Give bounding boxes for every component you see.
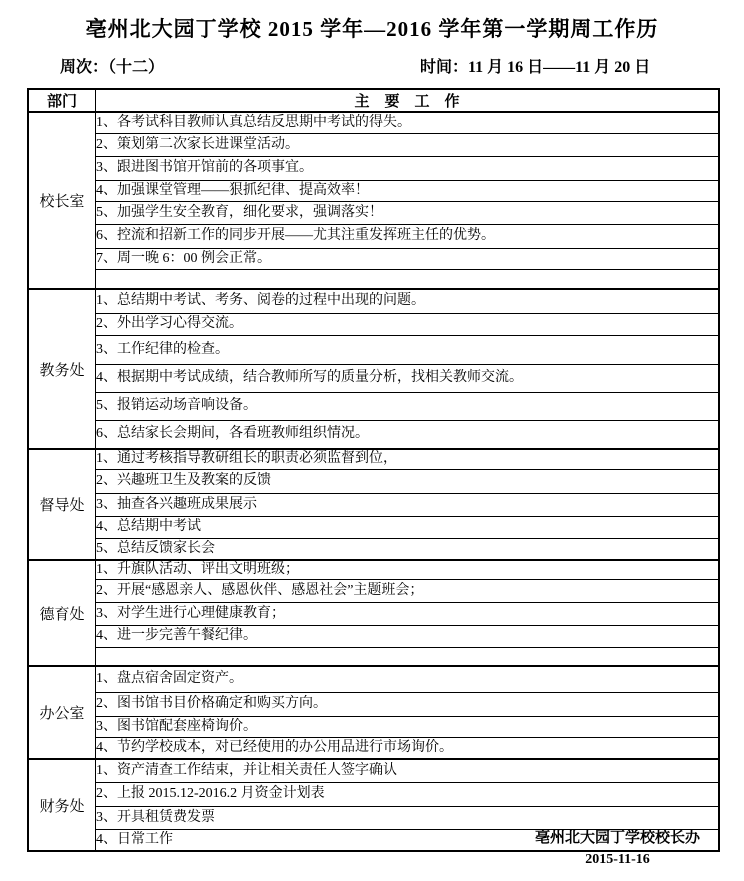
work-item-text: 1、各考试科目教师认真总结反思期中考试的得失。 bbox=[96, 112, 720, 134]
work-item-row bbox=[28, 134, 719, 157]
department-cell: 财务处 bbox=[28, 759, 96, 851]
work-item-text: 2、兴趣班卫生及教案的反馈 bbox=[96, 470, 720, 494]
department-cell: 德育处 bbox=[28, 560, 96, 666]
meta-row bbox=[0, 54, 744, 80]
work-item-text: 4、日常工作 bbox=[96, 830, 720, 852]
work-item-row bbox=[28, 517, 719, 539]
work-item-text: 5、加强学生安全教育，细化要求，强调落实！ bbox=[96, 202, 720, 225]
weekly-work-table bbox=[27, 88, 720, 852]
work-item-row bbox=[28, 421, 719, 450]
work-item-row bbox=[28, 693, 719, 717]
work-item-text: 3、工作纪律的检查。 bbox=[96, 336, 720, 365]
work-item-text: 6、总结家长会期间，各看班教师组织情况。 bbox=[96, 421, 720, 450]
work-item-text: 4、加强课堂管理——狠抓纪律、提高效率！ bbox=[96, 181, 720, 202]
work-item-row bbox=[28, 470, 719, 494]
department-cell: 督导处 bbox=[28, 449, 96, 560]
work-item-row bbox=[28, 314, 719, 336]
work-item-text: 2、外出学习心得交流。 bbox=[96, 314, 720, 336]
work-item-row bbox=[28, 666, 719, 693]
signature-date: 2015-11-16 bbox=[585, 852, 650, 867]
work-item-row bbox=[28, 738, 719, 760]
blank-row bbox=[28, 648, 719, 667]
signature-block bbox=[535, 827, 700, 871]
signature-office: 亳州北大园丁学校校长办 bbox=[534, 830, 700, 846]
work-item-row bbox=[28, 539, 719, 561]
work-item-row bbox=[28, 393, 719, 421]
work-item-text: 2、图书馆书目价格确定和购买方向。 bbox=[96, 693, 720, 717]
work-item-row bbox=[28, 759, 719, 783]
work-item-text: 4、节约学校成本，对已经使用的办公用品进行市场询价。 bbox=[96, 738, 720, 760]
work-item-row bbox=[28, 181, 719, 202]
blank-cell bbox=[96, 648, 720, 667]
work-item-text: 4、根据期中考试成绩，结合教师所写的质量分析，找相关教师交流。 bbox=[96, 365, 720, 393]
department-cell: 教务处 bbox=[28, 289, 96, 449]
work-item-row bbox=[28, 157, 719, 181]
work-item-row bbox=[28, 783, 719, 807]
department-cell: 办公室 bbox=[28, 666, 96, 759]
work-item-row bbox=[28, 112, 719, 134]
work-item-text: 3、对学生进行心理健康教育； bbox=[96, 603, 720, 626]
work-item-row bbox=[28, 560, 719, 580]
work-item-text: 3、开具租赁费发票 bbox=[96, 807, 720, 830]
work-item-row bbox=[28, 289, 719, 314]
work-item-text: 4、总结期中考试 bbox=[96, 517, 720, 539]
week-number-label: 周次：（十二） bbox=[60, 59, 165, 76]
work-item-row bbox=[28, 494, 719, 517]
work-item-text: 1、总结期中考试、考务、阅卷的过程中出现的问题。 bbox=[96, 289, 720, 314]
work-item-text: 5、报销运动场音响设备。 bbox=[96, 393, 720, 421]
work-item-text: 5、总结反馈家长会 bbox=[96, 539, 720, 561]
work-item-text: 2、开展“感恩亲人、感恩伙伴、感恩社会”主题班会； bbox=[96, 580, 720, 603]
work-item-text: 1、通过考核指导教研组长的职责必须监督到位， bbox=[96, 449, 720, 470]
work-item-text: 3、抽查各兴趣班成果展示 bbox=[96, 494, 720, 517]
department-column-header: 部门 bbox=[28, 89, 96, 112]
work-item-text: 3、跟进图书馆开馆前的各项事宜。 bbox=[96, 157, 720, 181]
work-item-text: 6、控流和招新工作的同步开展——尤其注重发挥班主任的优势。 bbox=[96, 225, 720, 249]
work-item-row bbox=[28, 449, 719, 470]
work-item-text: 3、图书馆配套座椅询价。 bbox=[96, 717, 720, 738]
main-work-column-header: 主 要 工 作 bbox=[96, 89, 720, 112]
work-item-text: 7、周一晚 6：00 例会正常。 bbox=[96, 249, 720, 270]
work-item-row bbox=[28, 603, 719, 626]
time-range-label: 时间：11 月 16 日——11 月 20 日 bbox=[420, 59, 651, 76]
work-item-row bbox=[28, 580, 719, 603]
work-item-row bbox=[28, 365, 719, 393]
department-cell: 校长室 bbox=[28, 112, 96, 289]
work-item-row bbox=[28, 202, 719, 225]
blank-cell bbox=[96, 270, 720, 290]
work-item-row bbox=[28, 249, 719, 270]
blank-row bbox=[28, 270, 719, 290]
work-item-text: 1、资产清查工作结束，并让相关责任人签字确认 bbox=[96, 759, 720, 783]
work-item-text: 2、策划第二次家长进课堂活动。 bbox=[96, 134, 720, 157]
work-item-row bbox=[28, 225, 719, 249]
work-item-row bbox=[28, 717, 719, 738]
work-item-row bbox=[28, 626, 719, 648]
table-header-row bbox=[28, 89, 719, 112]
work-item-text: 4、进一步完善午餐纪律。 bbox=[96, 626, 720, 648]
work-item-row bbox=[28, 336, 719, 365]
work-item-text: 1、盘点宿舍固定资产。 bbox=[96, 666, 720, 693]
page-title: 亳州北大园丁学校 2015 学年—2016 学年第一学期周工作历 bbox=[85, 17, 659, 41]
work-item-text: 1、升旗队活动、评出文明班级； bbox=[96, 560, 720, 580]
work-item-text: 2、上报 2015.12-2016.2 月资金计划表 bbox=[96, 783, 720, 807]
